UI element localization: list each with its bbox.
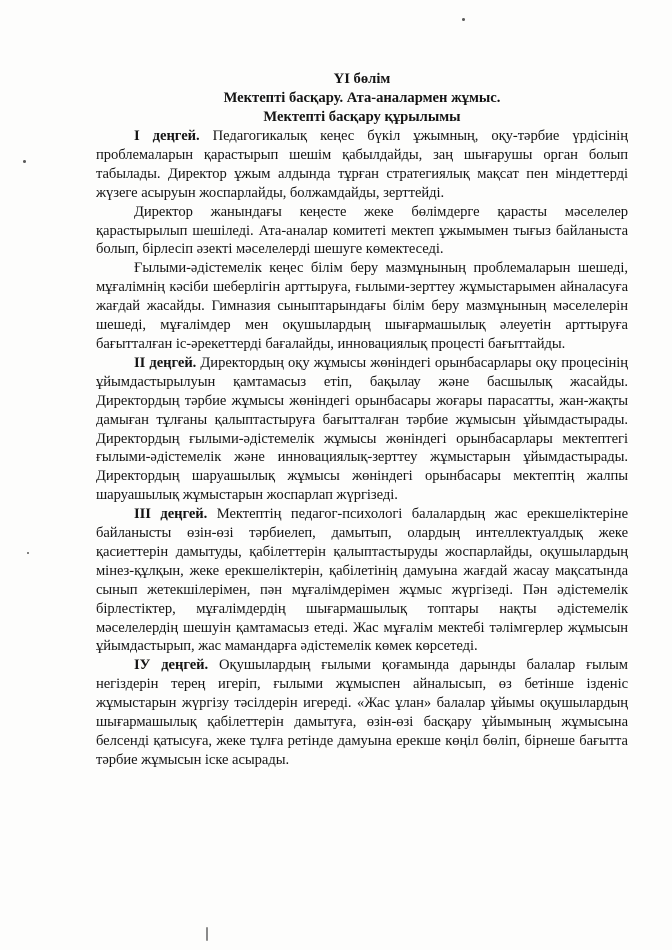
paragraph-director-council (96, 203, 628, 260)
document-body (96, 70, 628, 770)
section-subtitle: Мектепті басқару. Ата-аналармен жұмыс. (223, 90, 501, 106)
paragraph-text: Директор жанындағы кеңесте жеке бөлімдерге қарасты мәселелер қарастырылып шешіледі. Ата-аналар комитеті мектеп ұжымымен тығыз байланыста болып, бірлесіп әзекті мәселелерді шешуге көмектеседі. (96, 203, 628, 258)
paragraph-lead: ІІ деңгей. (134, 354, 197, 371)
paragraph-text: Ғылыми-әдістемелік кеңес білім беру мазмұнының проблемаларын шешеді, мұғалімнің кәсіби шеберлігін арттыруға, ғылыми-зерттеу жұмыстарымен айналасуға жағдай жасайды. Гимназия сыныптарындағы білім беру мазмұнының мәселелерін шешеді, мұғалімдер мен оқушылардың шығармашылық әлеуетін арттыруға бағытталған іс-әрекеттерді бағалайды, инновациялық процесті бағыттайды. (96, 260, 628, 352)
paragraph-text: Директордың оқу жұмысы жөніндегі орынбасарлары оқу процесінің ұйымдастырылуын қамтамасыз етіп, бақылау және басшылық жасайды. Директордың тәрбие жұмысы жөніндегі орынбасары жоғары парасатты, жан-жақты дамыған тұлғаны қалыптастыруға бағытталған тәрбие жұмысын ұйымдастырады. Директордың ғылыми-әдістемелік жұмысы жөніндегі орынбасарлары мектептегі ғылыми-әдістемелік және инновациялық-зерттеу жұмыстарын ұйымдастырады. Директордың шаруашылық жұмысы жөніндегі орынбасары мектептің жалпы шаруашылық жұмыстарын жоспарлап жүргізеді. (96, 354, 629, 504)
scan-speck (462, 18, 465, 21)
paragraph-text: Оқушылардың ғылыми қоғамында дарынды балалар ғылым негіздерін терең игеріп, ғылыми жұмыспен айналысып, өз бетінше ізденіс жұмыстарын жүргізу тәсілдерін игереді. «Жас ұлан» балалар ұйымы оқушылардың шығармашылық қабілеттерін дамытуға, өзін-өзі басқару ұйымының жұмысына белсенді қатысуға, жеке тұлға ретінде дамуына ерекше көңіл бөліп, бірнеше бағытта тәрбие жұмысын іске асырады. (96, 657, 628, 768)
paragraph-lead: ІУ деңгей. (134, 657, 209, 674)
paragraph-level-2 (96, 354, 628, 505)
paragraph-text: Мектептің педагог-психологі балалардың жас ерекшеліктеріне байланысты өзін-өзі тәрбиелеп, дамытып, олардың интеллектуалдық жеке қасиеттерін дамытуды, қабілеттерін қалыптастыруды жоспарлайды, оқушылардың мінез-құлқын, жеке ерекшеліктерін, қабілетінің дамуына жағдай жасау мақсатында сынып жетекшілерімен, пән мұғалімдерімен жұмыс жүргізеді. Пән әдістемелік бірлестіктер, мұғалімдердің шығармашылық топтары нақты әдістемелік мәселелердің шешуін қамтамасыз етеді. Жас мұғалім мектебі тәлімгерлер жұмысын ұйымдастырып, жас мамандарға әдістемелік көмек көрсетеді. (96, 506, 628, 655)
scan-speck (23, 160, 26, 163)
section-title: ҮІ бөлім (333, 71, 391, 87)
paragraph-methodical-council (96, 259, 628, 354)
paragraph-level-4 (96, 656, 628, 769)
scan-speck (27, 552, 29, 554)
scan-speck (206, 927, 208, 941)
section-heading: Мектепті басқару құрылымы (263, 109, 461, 125)
paragraph-lead: ІІІ деңгей. (134, 506, 208, 523)
paragraph-text: Педагогикалық кеңес бүкіл ұжымның, оқу-тәрбие үрдісінің проблемаларын қарастырып шешім қабылдайды, заң шығарушы орган болып табылады. Директор ұжым алдында тұрған стратегиялық мақсат пен міндеттерді жүзеге асыруын жоспарлайды, болжамдайды, зерттейді. (96, 128, 628, 201)
paragraph-level-3 (96, 505, 628, 656)
paragraph-lead: І деңгей. (134, 128, 200, 144)
paragraph-level-1 (96, 127, 628, 203)
